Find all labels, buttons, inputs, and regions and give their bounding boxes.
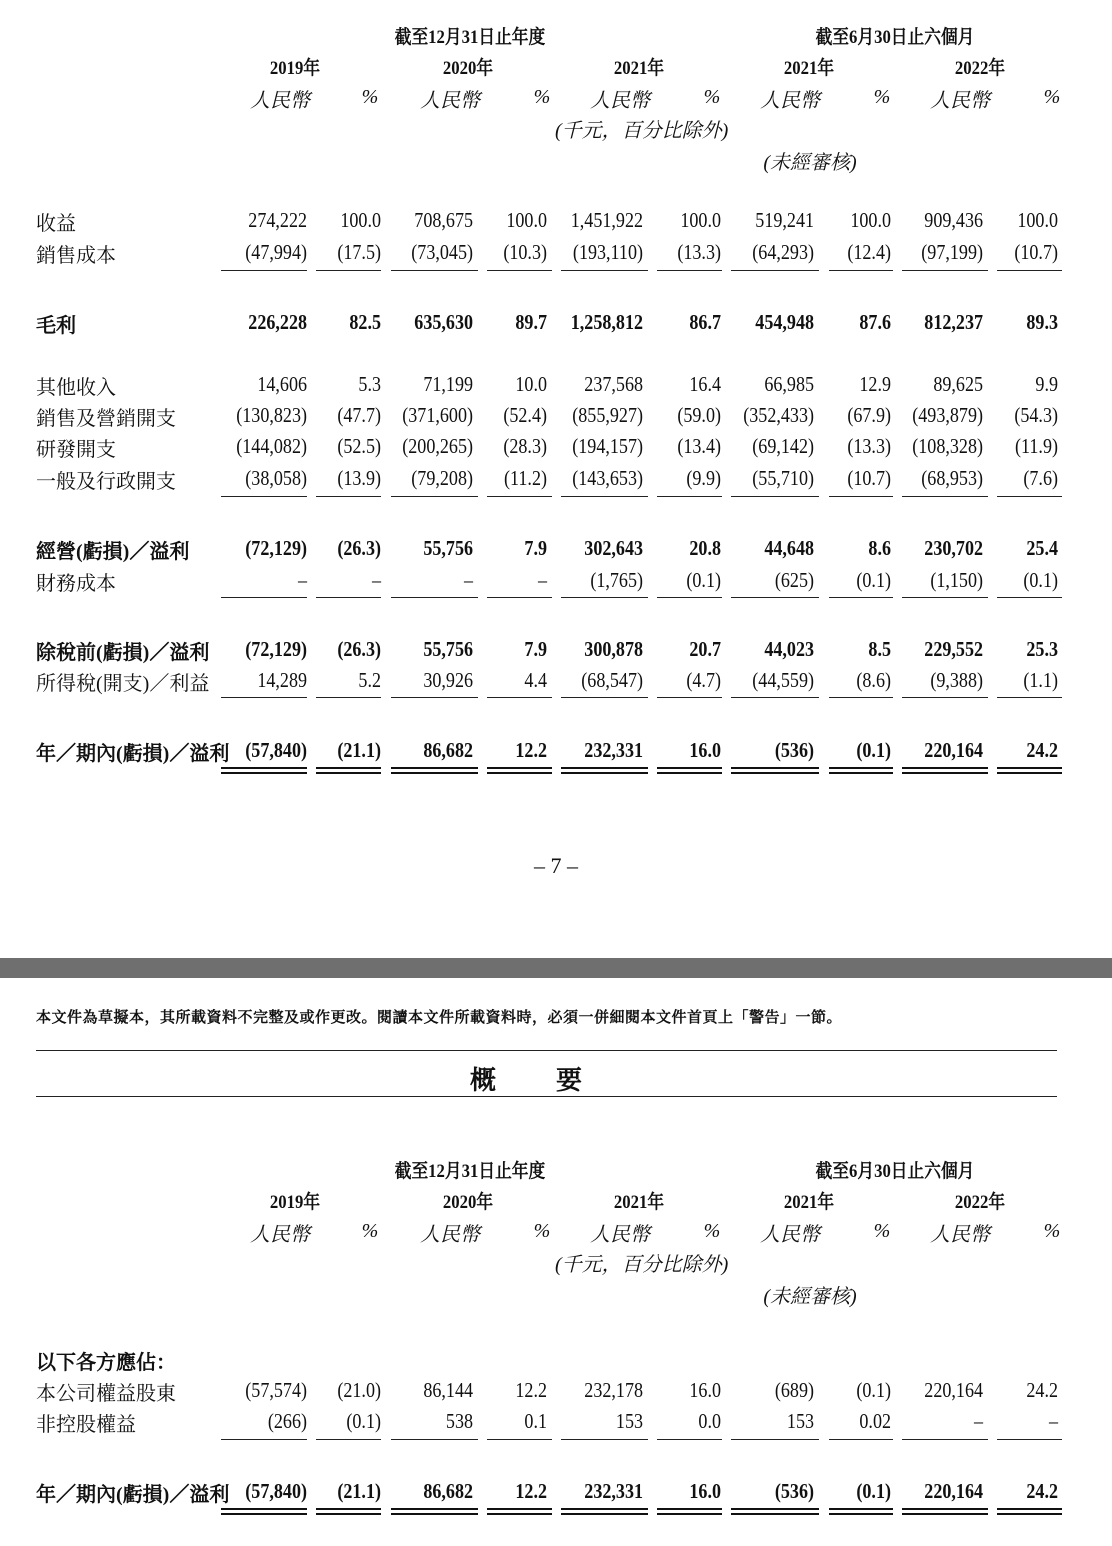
subtotal-underline: [997, 697, 1062, 698]
header-currency: 人民幣: [250, 1224, 310, 1246]
amount-cell: (200,265): [402, 434, 473, 458]
amount-cell: 220,164: [924, 1378, 983, 1402]
header-year-2021: 2021年: [613, 58, 665, 79]
percent-cell: (47.7): [337, 403, 381, 427]
amount-cell: (689): [774, 1378, 814, 1402]
amount-cell: (72,129): [245, 536, 307, 560]
subtotal-underline: [391, 270, 478, 271]
amount-cell: 86,682: [423, 1479, 473, 1503]
header-year-2021: 2021年: [613, 1192, 665, 1213]
amount-cell: 519,241: [755, 208, 814, 232]
amount-cell: (193,110): [572, 240, 643, 264]
subtotal-underline: [391, 496, 478, 497]
amount-cell: (536): [774, 738, 814, 762]
amount-cell: (47,994): [245, 240, 307, 264]
header-half-2021: 2021年: [783, 58, 835, 79]
amount-cell: (55,710): [752, 466, 814, 490]
row-label: 除稅前(虧損)／溢利: [36, 642, 210, 664]
header-year-2020: 2020年: [442, 1192, 494, 1213]
total-double-underline: [657, 767, 722, 774]
percent-cell: 12.2: [515, 1479, 547, 1503]
subtotal-underline: [829, 496, 893, 497]
amount-cell: (64,293): [752, 240, 814, 264]
subtotal-underline: [221, 1439, 307, 1440]
amount-cell: (493,879): [912, 403, 983, 427]
percent-cell: –: [537, 568, 547, 592]
row-label: 本公司權益股東: [36, 1383, 176, 1405]
attributable-label: 以下各方應佔：: [36, 1352, 176, 1374]
header-currency: 人民幣: [930, 90, 990, 112]
percent-cell: (21.1): [337, 738, 381, 762]
amount-cell: 14,289: [257, 668, 307, 692]
subtotal-underline: [391, 597, 478, 598]
subtotal-underline: [829, 270, 893, 271]
header-percent: %: [361, 1220, 379, 1242]
subtotal-underline: [731, 597, 819, 598]
percent-cell: (4.7): [686, 668, 721, 692]
percent-cell: (13.3): [847, 434, 891, 458]
percent-cell: 5.2: [358, 668, 381, 692]
amount-cell: 909,436: [924, 208, 983, 232]
subtotal-underline: [902, 270, 988, 271]
amount-cell: (38,058): [245, 466, 307, 490]
percent-cell: 12.2: [515, 1378, 547, 1402]
percent-cell: 87.6: [859, 310, 891, 334]
amount-cell: (144,082): [236, 434, 307, 458]
subtotal-underline: [391, 1439, 478, 1440]
subtotal-underline: [316, 496, 381, 497]
amount-cell: 226,228: [248, 310, 307, 334]
amount-cell: 14,606: [257, 372, 307, 396]
percent-cell: (8.6): [856, 668, 891, 692]
total-double-underline: [902, 767, 988, 774]
amount-cell: 86,682: [423, 738, 473, 762]
total-double-underline: [391, 1508, 478, 1515]
percent-cell: (0.1): [346, 1409, 381, 1433]
subtotal-underline: [902, 1439, 988, 1440]
percent-cell: 12.9: [859, 372, 891, 396]
percent-cell: 25.3: [1026, 637, 1058, 661]
header-year-group: 截至12月31日止年度: [394, 1161, 546, 1182]
percent-cell: 100.0: [506, 208, 547, 232]
percent-cell: (9.9): [686, 466, 721, 490]
total-double-underline: [316, 767, 381, 774]
subtotal-underline: [829, 597, 893, 598]
amount-cell: 230,702: [924, 536, 983, 560]
row-label: 年／期內(虧損)／溢利: [36, 743, 230, 765]
amount-cell: 55,756: [423, 637, 473, 661]
percent-cell: (59.0): [677, 403, 721, 427]
percent-cell: 24.2: [1026, 1378, 1058, 1402]
amount-cell: (97,199): [921, 240, 983, 264]
header-percent: %: [1043, 1220, 1061, 1242]
total-double-underline: [487, 1508, 552, 1515]
subtotal-underline: [657, 597, 722, 598]
subtotal-underline: [731, 697, 819, 698]
percent-cell: –: [1048, 1409, 1058, 1433]
header-half-group: 截至6月30日止六個月: [815, 27, 975, 48]
amount-cell: (79,208): [411, 466, 473, 490]
amount-cell: 66,985: [764, 372, 814, 396]
amount-cell: 153: [786, 1409, 814, 1433]
row-label: 年／期內(虧損)／溢利: [36, 1484, 230, 1506]
percent-cell: 100.0: [340, 208, 381, 232]
percent-cell: 100.0: [850, 208, 891, 232]
percent-cell: 5.3: [358, 372, 381, 396]
header-percent: %: [533, 1220, 551, 1242]
subtotal-underline: [829, 1439, 893, 1440]
amount-cell: 274,222: [248, 208, 307, 232]
subtotal-underline: [902, 496, 988, 497]
amount-cell: (9,388): [930, 668, 983, 692]
percent-cell: 10.0: [515, 372, 547, 396]
header-year-2020: 2020年: [442, 58, 494, 79]
header-percent: %: [533, 86, 551, 108]
amount-cell: –: [297, 568, 307, 592]
amount-cell: 232,331: [584, 1479, 643, 1503]
percent-cell: (7.6): [1023, 466, 1058, 490]
percent-cell: (12.4): [847, 240, 891, 264]
subtotal-underline: [487, 270, 552, 271]
amount-cell: (130,823): [236, 403, 307, 427]
row-label: 所得稅(開支)／利益: [36, 673, 210, 695]
percent-cell: 9.9: [1035, 372, 1058, 396]
subtotal-underline: [731, 496, 819, 497]
subtotal-underline: [221, 270, 307, 271]
amount-cell: (855,927): [572, 403, 643, 427]
amount-cell: 153: [615, 1409, 643, 1433]
percent-cell: 0.02: [859, 1409, 891, 1433]
percent-cell: 89.3: [1026, 310, 1058, 334]
subtotal-underline: [221, 597, 307, 598]
amount-cell: (1,765): [590, 568, 643, 592]
total-double-underline: [487, 767, 552, 774]
subtotal-underline: [487, 597, 552, 598]
percent-cell: 82.5: [349, 310, 381, 334]
subtotal-underline: [316, 1439, 381, 1440]
amount-cell: 237,568: [584, 372, 643, 396]
subtotal-underline: [657, 270, 722, 271]
page-divider: [0, 958, 1112, 978]
amount-cell: 538: [445, 1409, 473, 1433]
header-year-2019: 2019年: [269, 1192, 321, 1213]
percent-cell: 100.0: [680, 208, 721, 232]
header-currency: 人民幣: [420, 90, 480, 112]
subtotal-underline: [731, 270, 819, 271]
subtotal-underline: [997, 270, 1062, 271]
percent-cell: (13.9): [337, 466, 381, 490]
amount-cell: 302,643: [584, 536, 643, 560]
amount-cell: 86,144: [423, 1378, 473, 1402]
header-percent: %: [1043, 86, 1061, 108]
header-percent: %: [703, 1220, 721, 1242]
percent-cell: (0.1): [1023, 568, 1058, 592]
subtotal-underline: [561, 496, 648, 497]
header-percent: %: [703, 86, 721, 108]
amount-cell: (57,840): [245, 738, 307, 762]
amount-cell: (72,129): [245, 637, 307, 661]
amount-cell: 300,878: [584, 637, 643, 661]
amount-cell: 220,164: [924, 1479, 983, 1503]
amount-cell: 232,178: [584, 1378, 643, 1402]
percent-cell: (54.3): [1014, 403, 1058, 427]
subtotal-underline: [657, 1439, 722, 1440]
percent-cell: 0.0: [698, 1409, 721, 1433]
percent-cell: (26.3): [337, 637, 381, 661]
percent-cell: (0.1): [856, 568, 891, 592]
amount-cell: (68,547): [581, 668, 643, 692]
subtotal-underline: [561, 1439, 648, 1440]
amount-cell: (1,150): [930, 568, 983, 592]
subtotal-underline: [487, 496, 552, 497]
header-year-2019: 2019年: [269, 58, 321, 79]
amount-cell: 71,199: [423, 372, 473, 396]
total-double-underline: [221, 1508, 307, 1515]
row-label: 銷售成本: [36, 245, 116, 267]
amount-cell: (57,574): [245, 1378, 307, 1402]
header-percent: %: [873, 86, 891, 108]
percent-cell: 8.6: [868, 536, 891, 560]
percent-cell: (0.1): [856, 1479, 891, 1503]
percent-cell: (26.3): [337, 536, 381, 560]
percent-cell: (1.1): [1023, 668, 1058, 692]
row-label: 經營(虧損)／溢利: [36, 541, 190, 563]
header-currency: 人民幣: [420, 1224, 480, 1246]
total-double-underline: [731, 1508, 819, 1515]
subtotal-underline: [657, 496, 722, 497]
percent-cell: (21.1): [337, 1479, 381, 1503]
row-label: 毛利: [36, 315, 76, 337]
percent-cell: (0.1): [856, 1378, 891, 1402]
amount-cell: 89,625: [933, 372, 983, 396]
amount-cell: (143,653): [572, 466, 643, 490]
percent-cell: (52.5): [337, 434, 381, 458]
percent-cell: 89.7: [515, 310, 547, 334]
percent-cell: 8.5: [868, 637, 891, 661]
total-double-underline: [221, 767, 307, 774]
percent-cell: 25.4: [1026, 536, 1058, 560]
subtotal-underline: [487, 1439, 552, 1440]
total-double-underline: [391, 767, 478, 774]
subtotal-underline: [997, 496, 1062, 497]
header-percent: %: [873, 1220, 891, 1242]
percent-cell: (10.3): [503, 240, 547, 264]
draft-notice: 本文件為草擬本，其所載資料不完整及或作更改。閱讀本文件所載資料時，必須一併細閱本文件首頁上「警告」一節。: [36, 1008, 843, 1026]
header-currency: 人民幣: [250, 90, 310, 112]
amount-cell: (194,157): [572, 434, 643, 458]
percent-cell: (28.3): [503, 434, 547, 458]
total-double-underline: [902, 1508, 988, 1515]
percent-cell: (0.1): [856, 738, 891, 762]
amount-cell: (69,142): [752, 434, 814, 458]
percent-cell: 4.4: [524, 668, 547, 692]
total-double-underline: [657, 1508, 722, 1515]
header-unit-note: (千元，百分比除外): [555, 120, 729, 142]
total-double-underline: [561, 767, 648, 774]
row-label: 收益: [36, 213, 76, 235]
percent-cell: 100.0: [1017, 208, 1058, 232]
amount-cell: 232,331: [584, 738, 643, 762]
amount-cell: (266): [267, 1409, 307, 1433]
subtotal-underline: [221, 697, 307, 698]
amount-cell: (44,559): [752, 668, 814, 692]
header-currency: 人民幣: [590, 1224, 650, 1246]
amount-cell: 229,552: [924, 637, 983, 661]
amount-cell: 220,164: [924, 738, 983, 762]
percent-cell: 24.2: [1026, 1479, 1058, 1503]
amount-cell: 635,630: [414, 310, 473, 334]
amount-cell: (57,840): [245, 1479, 307, 1503]
percent-cell: 0.1: [524, 1409, 547, 1433]
header-unit-note: (千元，百分比除外): [555, 1254, 729, 1276]
total-double-underline: [829, 767, 893, 774]
amount-cell: 44,648: [764, 536, 814, 560]
amount-cell: (108,328): [912, 434, 983, 458]
subtotal-underline: [316, 697, 381, 698]
percent-cell: 7.9: [524, 637, 547, 661]
amount-cell: 708,675: [414, 208, 473, 232]
page-number: – 7 –: [534, 853, 578, 878]
total-double-underline: [731, 767, 819, 774]
percent-cell: 16.0: [689, 738, 721, 762]
subtotal-underline: [997, 597, 1062, 598]
header-unaudited: (未經審核): [763, 152, 857, 174]
header-currency: 人民幣: [760, 1224, 820, 1246]
percent-cell: (13.4): [677, 434, 721, 458]
percent-cell: 16.0: [689, 1378, 721, 1402]
total-double-underline: [829, 1508, 893, 1515]
percent-cell: 16.0: [689, 1479, 721, 1503]
percent-cell: (10.7): [1014, 240, 1058, 264]
amount-cell: (625): [774, 568, 814, 592]
row-label: 一般及行政開支: [36, 471, 176, 493]
title-top-rule: [36, 1050, 1057, 1051]
percent-cell: (13.3): [677, 240, 721, 264]
row-label: 銷售及營銷開支: [36, 408, 176, 430]
percent-cell: (10.7): [847, 466, 891, 490]
amount-cell: 812,237: [924, 310, 983, 334]
percent-cell: (67.9): [847, 403, 891, 427]
total-double-underline: [316, 1508, 381, 1515]
subtotal-underline: [902, 697, 988, 698]
percent-cell: (21.0): [337, 1378, 381, 1402]
row-label: 研發開支: [36, 439, 116, 461]
percent-cell: (11.2): [504, 466, 547, 490]
total-double-underline: [997, 1508, 1062, 1515]
amount-cell: 454,948: [755, 310, 814, 334]
amount-cell: 30,926: [423, 668, 473, 692]
amount-cell: (536): [774, 1479, 814, 1503]
amount-cell: –: [463, 568, 473, 592]
percent-cell: 86.7: [689, 310, 721, 334]
subtotal-underline: [902, 597, 988, 598]
amount-cell: (352,433): [743, 403, 814, 427]
amount-cell: (73,045): [411, 240, 473, 264]
percent-cell: (11.9): [1015, 434, 1058, 458]
title-bottom-rule: [36, 1096, 1057, 1097]
subtotal-underline: [829, 697, 893, 698]
subtotal-underline: [221, 496, 307, 497]
percent-cell: 12.2: [515, 738, 547, 762]
amount-cell: (371,600): [402, 403, 473, 427]
percent-cell: 7.9: [524, 536, 547, 560]
amount-cell: 1,258,812: [570, 310, 643, 334]
percent-cell: 20.7: [689, 637, 721, 661]
header-half-2021: 2021年: [783, 1192, 835, 1213]
percent-cell: –: [371, 568, 381, 592]
header-currency: 人民幣: [930, 1224, 990, 1246]
percent-cell: 16.4: [689, 372, 721, 396]
amount-cell: 44,023: [764, 637, 814, 661]
subtotal-underline: [997, 1439, 1062, 1440]
amount-cell: –: [973, 1409, 983, 1433]
row-label: 非控股權益: [36, 1414, 136, 1436]
amount-cell: 55,756: [423, 536, 473, 560]
amount-cell: (68,953): [921, 466, 983, 490]
subtotal-underline: [316, 597, 381, 598]
subtotal-underline: [316, 270, 381, 271]
total-double-underline: [997, 767, 1062, 774]
header-percent: %: [361, 86, 379, 108]
subtotal-underline: [561, 270, 648, 271]
percent-cell: 24.2: [1026, 738, 1058, 762]
subtotal-underline: [391, 697, 478, 698]
header-half-2022: 2022年: [954, 1192, 1006, 1213]
header-currency: 人民幣: [590, 90, 650, 112]
row-label: 財務成本: [36, 573, 116, 595]
percent-cell: (0.1): [686, 568, 721, 592]
section-title: 概要: [469, 1066, 642, 1096]
subtotal-underline: [731, 1439, 819, 1440]
header-unaudited: (未經審核): [763, 1286, 857, 1308]
amount-cell: 1,451,922: [570, 208, 643, 232]
subtotal-underline: [487, 697, 552, 698]
subtotal-underline: [561, 697, 648, 698]
percent-cell: (17.5): [337, 240, 381, 264]
header-currency: 人民幣: [760, 90, 820, 112]
page-8: [0, 978, 1112, 1546]
header-half-2022: 2022年: [954, 58, 1006, 79]
percent-cell: 20.8: [689, 536, 721, 560]
header-half-group: 截至6月30日止六個月: [815, 1161, 975, 1182]
subtotal-underline: [657, 697, 722, 698]
total-double-underline: [561, 1508, 648, 1515]
subtotal-underline: [561, 597, 648, 598]
header-year-group: 截至12月31日止年度: [394, 27, 546, 48]
percent-cell: (52.4): [503, 403, 547, 427]
row-label: 其他收入: [36, 377, 116, 399]
